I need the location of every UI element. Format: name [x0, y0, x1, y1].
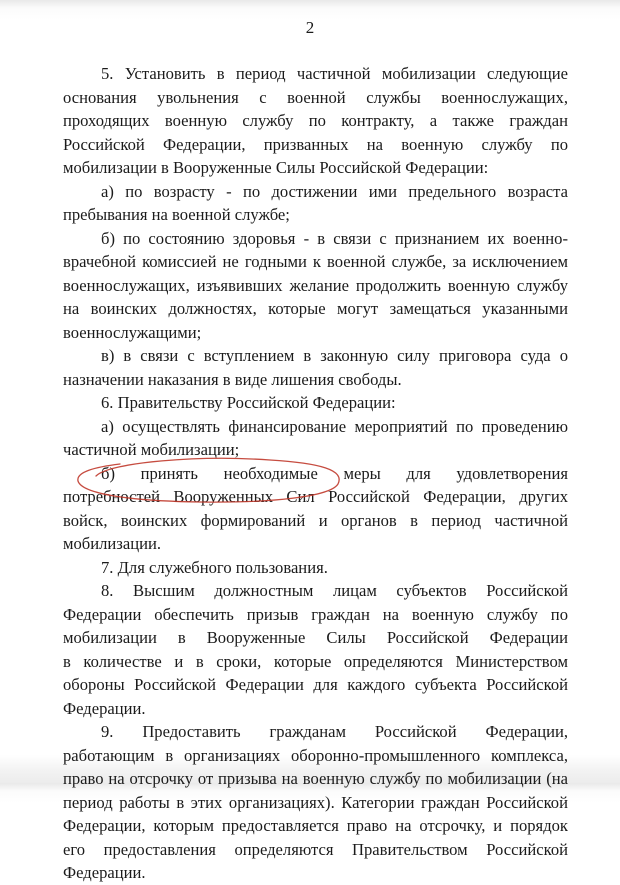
text-line: мобилизации. — [63, 534, 161, 553]
text-line: 7. Для служебного пользования. — [101, 557, 328, 577]
paragraph-p6 — [63, 391, 568, 415]
text-line: на воинских должностях, которые могут замещаться указанными — [63, 299, 568, 318]
text-line: право на отсрочку от призыва на военную службу по мобилизации (на — [63, 769, 568, 788]
text-line: частичной мобилизации; — [63, 440, 240, 459]
text-line: Федерации. — [63, 863, 146, 882]
paragraph-p5 — [63, 62, 568, 180]
text-line: мобилизации в Вооруженные Силы Российской Федерации — [63, 628, 568, 647]
text-line: 8. Высшим должностным лицам субъектов Российской — [101, 581, 568, 600]
text-line: период работы в этих организациях). Категории граждан Российской — [63, 792, 568, 812]
text-line: пребывания на военной службе; — [63, 205, 290, 224]
text-line: Федерации обеспечить призыв граждан на военную службу по — [63, 604, 568, 624]
text-line: 9. Предоставить гражданам Российской Федерации, — [101, 722, 568, 741]
paragraph-p6a — [63, 415, 568, 462]
document-body — [63, 62, 568, 885]
text-line: врачебной комиссией не годными к военной службе, за исключением — [63, 252, 568, 271]
paragraph-p9 — [63, 720, 568, 885]
text-line: потребностей Вооруженных Сил Российской Федерации, других — [63, 487, 568, 506]
text-line: а) по возрасту - по достижении ими предельного возраста — [101, 181, 568, 201]
text-line: работающим в организациях оборонно-промышленного комплекса, — [63, 745, 568, 765]
text-line: основания увольнения с военной службы военнослужащих, — [63, 87, 568, 107]
paragraph-p5a — [63, 180, 568, 227]
text-line: 6. Правительству Российской Федерации: — [101, 393, 396, 412]
text-line: мобилизации в Вооруженные Силы Российской Федерации: — [63, 158, 489, 177]
text-line: в количестве и в сроки, которые определяются Министерством — [63, 651, 568, 671]
text-line: военнослужащих, изъявивших желание продолжить военную службу — [63, 275, 568, 295]
text-line: войск, воинских формирований и органов в период частичной — [63, 510, 568, 530]
text-line: б) принять необходимые меры для удовлетворения — [101, 463, 568, 483]
text-line: Федерации, которым предоставляется право на отсрочку, и порядок — [63, 816, 568, 835]
page-number: 2 — [305, 18, 315, 37]
text-line: его предоставления определяются Правительством Российской — [63, 839, 568, 859]
text-line: 5. Установить в период частичной мобилизации следующие — [101, 64, 568, 83]
paragraph-p8 — [63, 579, 568, 720]
paragraph-p5b — [63, 227, 568, 345]
text-line: проходящих военную службу по контракту, а также граждан — [63, 111, 568, 130]
text-line: в) в связи с вступлением в законную силу приговора суда о — [101, 346, 568, 365]
text-line: военнослужащими; — [63, 322, 202, 342]
text-line: Российской Федерации, призванных на военную службу по — [63, 134, 568, 154]
paragraph-p6b — [63, 462, 568, 556]
text-line: б) по состоянию здоровья - в связи с признанием их военно- — [101, 228, 568, 248]
paragraph-p5v — [63, 344, 568, 391]
text-line: обороны Российской Федерации для каждого субъекта Российской — [63, 675, 568, 694]
text-line: назначении наказания в виде лишения свободы. — [63, 369, 402, 389]
paragraph-p7 — [63, 556, 568, 580]
text-line: а) осуществлять финансирование мероприятий по проведению — [101, 416, 568, 436]
text-line: Федерации. — [63, 698, 146, 718]
